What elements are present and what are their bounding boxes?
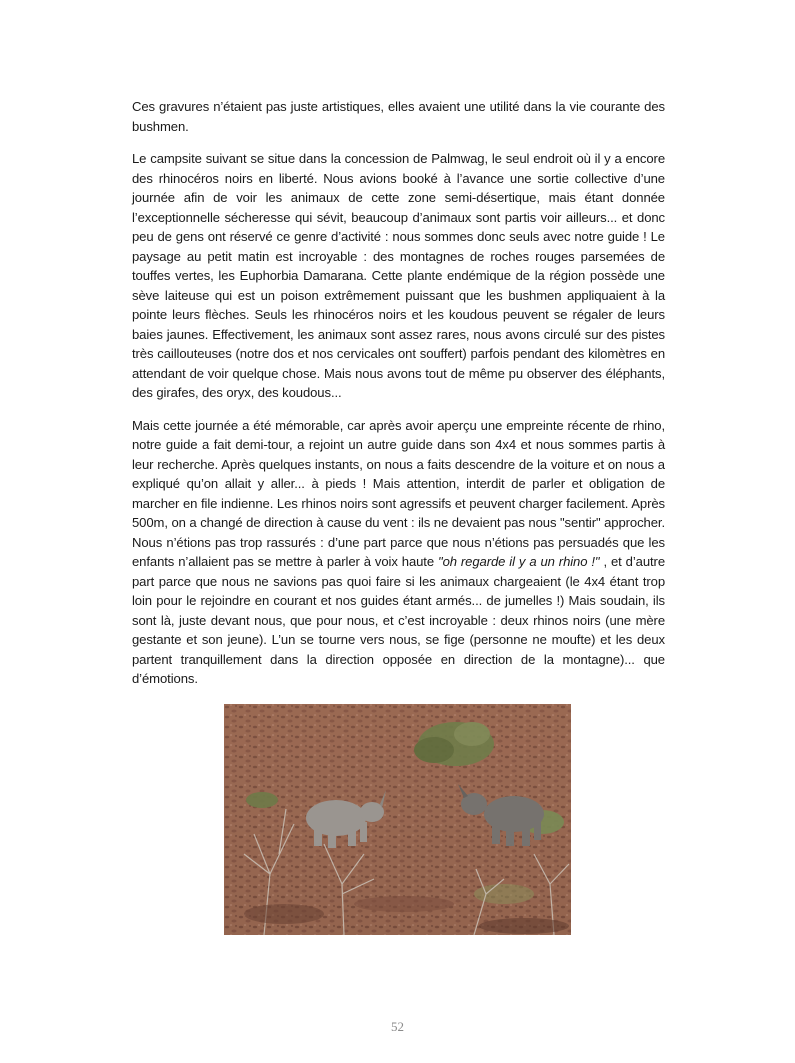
paragraph-3: [132, 416, 665, 689]
paragraph-3-part-1: Mais cette journée a été mémorable, car après avoir aperçu une empreinte récente de rhino, notre guide a fait demi-tour, a rejoint un autre guide dans son 4x4 et nous sommes partis à leur recherche. Après quelques instants, on nous a faits descendre de la voiture et on nous a expliqué qu’on allait y aller... à pieds ! Mais attention, interdit de parler et obligation de marcher en file indienne. Les rhinos noirs sont agressifs et peuvent charger facilement. Après 500m, on a changé de direction à cause du vent : ils ne devaient pas nous "sentir" approcher. Nous n’étions pas trop rassurés : d’une part parce que nous n’étions pas persuadés que les enfants n’allaient pas se mettre à parler à voix haute: [132, 417, 665, 569]
paragraph-3-quote: "oh regarde il y a un rhino !": [438, 554, 600, 569]
body-text: [132, 97, 665, 689]
rhino-photo: [224, 704, 571, 935]
paragraph-1: Ces gravures n’étaient pas juste artistiques, elles avaient une utilité dans la vie courante des bushmen.: [132, 99, 665, 134]
paragraph-2: Le campsite suivant se situe dans la concession de Palmwag, le seul endroit où il y a encore des rhinocéros noirs en liberté. Nous avions booké à l’avance une sortie collective d’une journée afin de voir les animaux de cette zone semi-désertique, mais étant donnée l’exceptionnelle sécheresse qui sévit, beaucoup d’animaux sont partis voir ailleurs... et donc peu de gens ont réservé ce genre d’activité : nous sommes donc seuls avec notre guide ! Le paysage au petit matin est incroyable : des montagnes de roches rouges parsemées de touffes vertes, les Euphorbia Damarana. Cette plante endémique de la région possède une sève laiteuse qui est un poison extrêmement puissant que les bushmen appliquaient à la pointe leurs flèches. Seuls les rhinocéros noirs et les koudous peuvent se régaler de leurs baies jaunes. Effectivement, les animaux sont assez rares, nous avons circulé sur des pistes très caillouteuses (notre dos et nos cervicales ont souffert) parfois pendant des kilomètres en attendant de voir quelque chose. Mais nous avons tout de même pu observer des éléphants, des girafes, des oryx, des koudous...: [132, 151, 665, 400]
paragraph-3-part-2: , et d’autre part parce que nous ne savions pas quoi faire si les animaux chargeaient (le 4x4 étant trop loin pour le rejoindre en courant et nos guides étant armés... de jumelles !) Mais soudain, ils sont là, juste devant nous, que pour nous, et c’est incroyable : deux rhinos noirs (une mère gestante et son jeune). L’un se tourne vers nous, se fige (personne ne moufte) et les deux partent tranquillement dans la direction opposée en direction de la montagne)... que d’émotions.: [132, 554, 665, 686]
page-number: 52: [391, 1019, 404, 1034]
